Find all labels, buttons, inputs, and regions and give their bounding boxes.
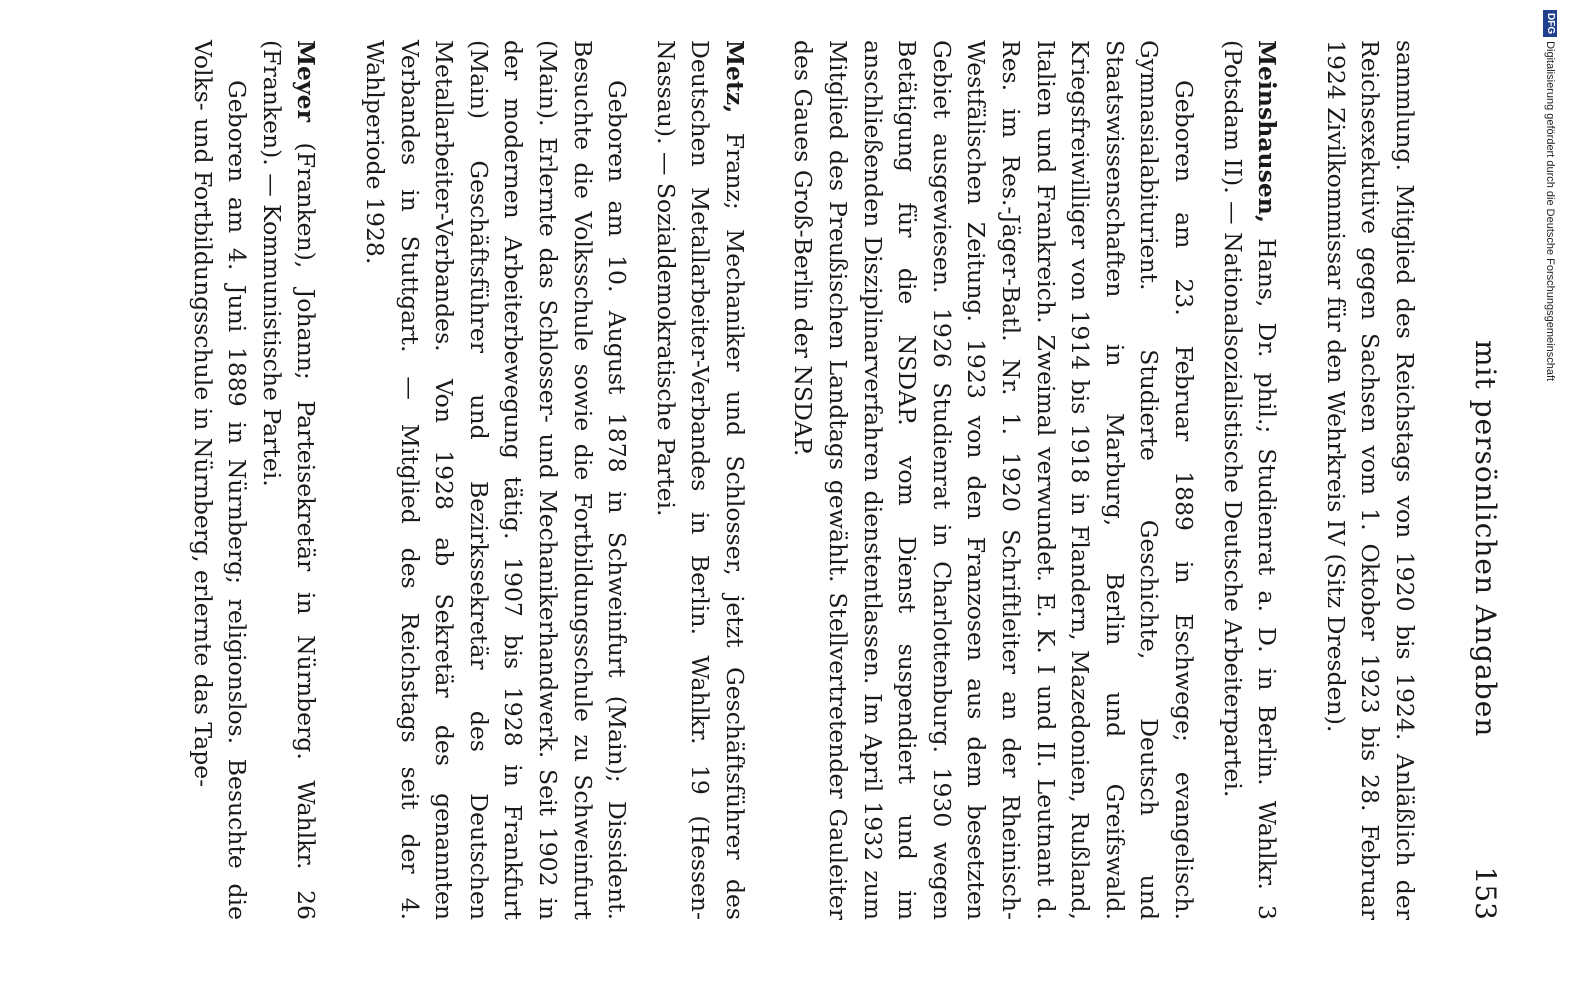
paragraph: sammlung. Mitglied des Reichstags von 1920 bis 1924. Anläßlich der Reichsexekutive gegen Sachsen vom 1. Oktober 1923 bis 28. Februar 1924 Zivilkommissar für den Wehrkreis IV (Sitz Dresden). [1321,40,1419,920]
entry-heading-rest: (Franken), Johann; Parteisekretär in Nürnberg. Wahlkr. 26 (Franken). — Kommunistische Partei. [257,40,321,920]
entry-heading [254,40,323,920]
entry-metz [357,40,752,920]
digitization-credit [1540,10,1564,990]
entry-name: Metz, [720,40,749,114]
entry-name: Meinshausen, [1253,40,1282,224]
running-head [1442,40,1502,920]
page-number: 153 [1469,866,1502,920]
dfg-logo: DFG [1543,10,1557,37]
entry-meinshausen [786,40,1284,920]
entry-continuation [1318,40,1422,920]
entry-meyer [185,40,323,920]
paragraph: Geboren am 4. Juni 1889 in Nürnberg; religionslos. Besuchte die Volks- und Fortbildungsschule in Nürnberg, erlernte das Tape- [188,40,252,920]
text-area [185,40,1422,920]
page-content [42,40,1522,920]
paragraph: Geboren am 23. Februar 1889 in Eschwege; evangelisch. Gymnasialabiturient. Studierte Geschichte, Deutsch und Staatswissenschaften in Marburg, Berlin und Greifswald. Kriegsfreiwilliger von 1914 bis 1918 in Flandern, Mazedonien, Rußland, Italien und Frankreich. Zweimal verwundet. E. K. I und II. Leutnant d. Res. im Res.-Jäger-Batl. Nr. 1. 1920 Schriftleiter an der Rheinisch-Westfälischen Zeitung. 1923 von den Franzosen aus dem besetzten Gebiet ausgewiesen. 1926 Studienrat in Charlottenburg. 1930 wegen Betätigung für die NSDAP. vom Dienst suspendiert und im anschließenden Disziplinarverfahren dienstentlassen. Im April 1932 zum Mitglied des Preußischen Landtags gewählt. Stellvertretender Gauleiter des Gaues Groß-Berlin der NSDAP. [789,40,1199,920]
credit-line [1538,10,1562,990]
entry-heading-rest: Hans, Dr. phil.; Studienrat a. D. in Berlin. Wahlkr. 3 (Potsdam II). — Nationalsozialistische Deutsche Arbeiterpartei. [1218,40,1282,920]
entry-heading [648,40,752,920]
paragraph: Geboren am 10. August 1878 in Schweinfurt (Main); Dissident. Besuchte die Volksschule sowie die Fortbildungsschule zu Schweinfurt (Main). Erlernte das Schlosser- und Mechanikerhandwerk. Seit 1902 in der modernen Arbeiterbewegung tätig. 1907 bis 1928 in Frankfurt (Main) Geschäftsführer und Bezirkssekretär des Deutschen Metallarbeiter-Verbandes. Von 1928 ab Sekretär des genannten Verbandes in Stuttgart. — Mitglied des Reichstags seit der 4. Wahlperiode 1928. [360,40,632,920]
credit-text: Digitalisierung gefördert durch die Deutsche Forschungsgemeinschaft [1544,41,1556,382]
entry-heading [1215,40,1284,920]
running-title: mit persönlichen Angaben [1469,340,1502,738]
entry-name: Meyer [292,40,321,122]
entry-heading-rest: Franz; Mechaniker und Schlosser, jetzt Geschäftsführer des Deutschen Metallarbeiter-Verbandes in Berlin. Wahlkr. 19 (Hessen-Nassau). — Sozialdemokratische Partei. [651,40,749,920]
